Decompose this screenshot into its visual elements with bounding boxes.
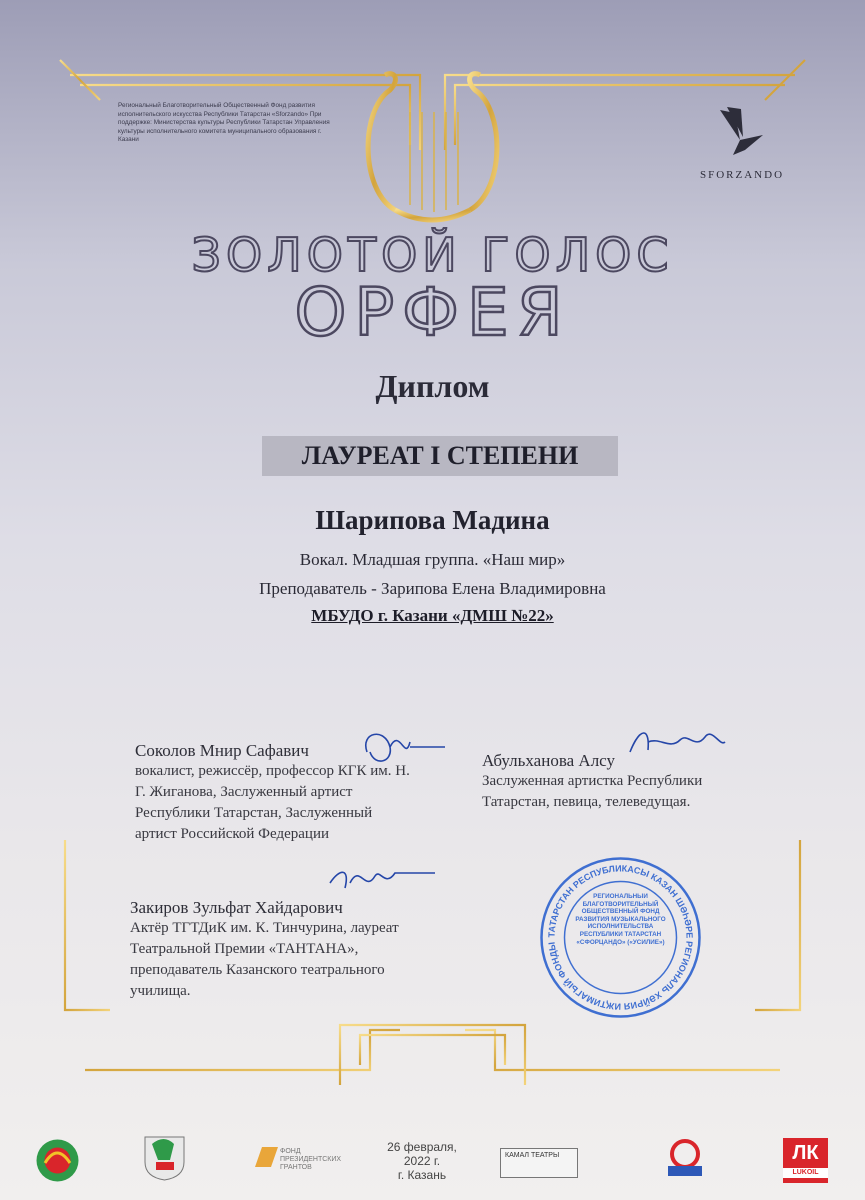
competition-title-line2: ОРФЕЯ: [294, 274, 571, 351]
jury-title: Заслуженная артистка Республики Татарстан, певица, телеведущая.: [482, 773, 703, 810]
brand-name: SFORZANDO: [700, 169, 785, 181]
lukoil-mark: ЛК: [792, 1142, 819, 1164]
jury-name: Закиров Зульфат Хайдарович: [130, 898, 343, 917]
kamal-theatre-logo: КАМАЛ ТЕАТРЫ: [500, 1148, 578, 1178]
jury-name: Соколов Мнир Сафавич: [135, 741, 309, 760]
jury-title: вокалист, режиссёр, профессор КГК им. Н. Г. Жиганова, Заслуженный артист Республики Татарстан, Заслуженный артист Российской Федерации: [135, 763, 410, 842]
organizers-text: Региональный Благотворительный Общественный Фонд развития исполнительского искусства Республики Татарстан «Sforzando» При поддержке: Министерства культуры Республики Татарстан Управления культуры исполнительного комитета муниципального образования г. Казани: [118, 102, 330, 143]
event-date: [372, 1140, 472, 1182]
ritek-logo-icon: [660, 1138, 710, 1180]
bird-logo-icon: [715, 105, 765, 160]
nomination-text: Вокал. Младшая группа. «Наш мир»: [299, 550, 566, 569]
institution-text: МБУДО г. Казани «ДМШ №22»: [311, 606, 554, 625]
recipient-name: Шарипова Мадина: [315, 505, 550, 535]
event-date-line2: 2022 г.: [403, 1154, 441, 1168]
kazan-coat-of-arms-icon: [142, 1132, 187, 1182]
stamp-center-text: РЕГИОНАЛЬНЫЙ БЛАГОТВОРИТЕЛЬНЫЙ ОБЩЕСТВЕННЫЙ ФОНД РАЗВИТИЯ МУЗЫКАЛЬНОГО ИСПОЛНИТЕЛЬСТВА РЕСПУБЛИКИ ТАТАРСТАН «СФОРЦАНДО» («УСИЛИЕ»): [575, 893, 666, 946]
event-date-line1: 26 февраля,: [387, 1140, 457, 1154]
signature-3: [320, 858, 440, 903]
teacher-text: Преподаватель - Зарипова Елена Владимировна: [259, 579, 606, 598]
jury-name: Абульханова Алсу: [482, 751, 616, 770]
stamp-ring-text: ТАТАРСТАН РЕСПУБЛИКАСЫ КАЗАН ШӘҺӘРЕ РЕГИОНАЛЬ ХӘЙРИЯ ИҖТИМАГЫЙ ФОНДЫ: [546, 863, 695, 1012]
jury-member-3: [130, 897, 430, 1002]
sforzando-logo: [700, 105, 785, 181]
presidential-grants-icon: [250, 1142, 280, 1172]
competition-title-line1: ЗОЛОТОЙ ГОЛОС: [191, 228, 674, 282]
award-banner: ЛАУРЕАТ I СТЕПЕНИ: [262, 436, 618, 476]
signature-2: [620, 722, 730, 767]
signature-1: [355, 722, 450, 782]
official-stamp: [538, 855, 703, 1020]
lukoil-logo: [783, 1138, 828, 1183]
diploma-heading: Диплом: [375, 368, 490, 404]
presidential-grants-text: ФОНД ПРЕЗИДЕНТСКИХ ГРАНТОВ: [280, 1148, 342, 1171]
tatarstan-emblem-icon: [35, 1138, 80, 1183]
event-city: г. Казань: [397, 1168, 447, 1182]
jury-title: Актёр ТГТДиК им. К. Тинчурина, лауреат Театральной Премии «ТАНТАНА», преподаватель Казанского театрального училища.: [130, 920, 399, 999]
lukoil-text: LUKOIL: [783, 1168, 828, 1178]
